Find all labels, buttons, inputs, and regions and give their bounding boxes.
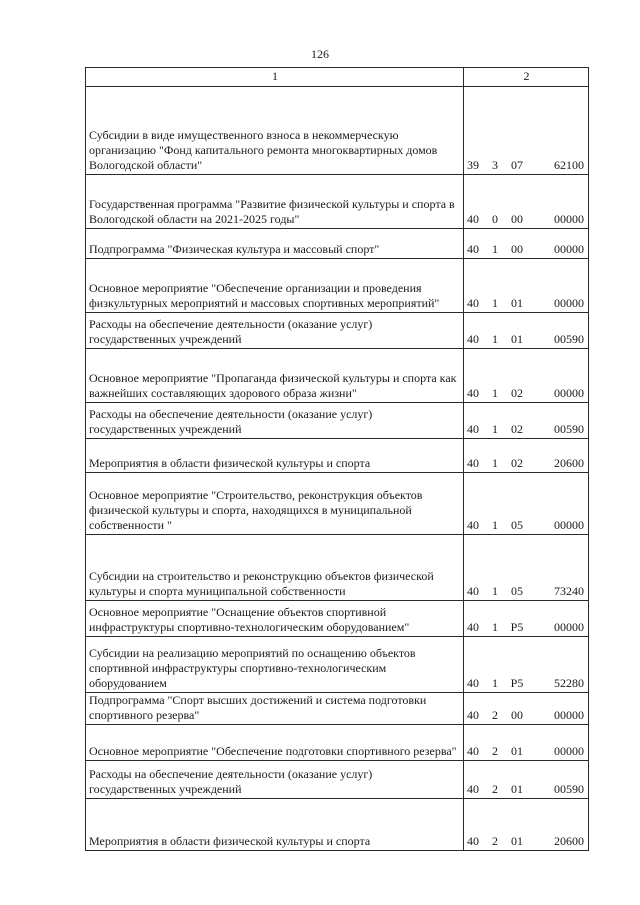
code-program: 40 bbox=[467, 212, 479, 226]
code-event: 01 bbox=[511, 332, 523, 346]
code-subprogram: 1 bbox=[492, 456, 498, 470]
code-subprogram: 1 bbox=[492, 332, 498, 346]
code-event: P5 bbox=[510, 676, 524, 690]
code-subprogram: 2 bbox=[492, 782, 498, 796]
code-subprogram: 1 bbox=[492, 676, 498, 690]
table-row bbox=[86, 259, 589, 313]
row-code bbox=[464, 439, 589, 473]
header-col-2: 2 bbox=[464, 68, 589, 87]
row-code bbox=[464, 229, 589, 259]
classification-code bbox=[467, 386, 586, 401]
code-event: 01 bbox=[511, 296, 523, 310]
classification-code bbox=[467, 158, 586, 173]
classification-code bbox=[467, 242, 586, 257]
row-name: Субсидии на строительство и реконструкцию объектов физической культуры и спорта муниципальной собственности bbox=[86, 535, 464, 601]
row-name: Основное мероприятие "Обеспечение организации и проведения физкультурных мероприятий и массовых спортивных мероприятий" bbox=[86, 259, 464, 313]
code-event: 00 bbox=[511, 708, 523, 722]
table-row bbox=[86, 439, 589, 473]
code-event: 07 bbox=[511, 158, 523, 172]
row-name: Государственная программа "Развитие физической культуры и спорта в Вологодской области на 2021-2025 годы" bbox=[86, 175, 464, 229]
classification-code bbox=[467, 620, 586, 635]
row-name: Расходы на обеспечение деятельности (оказание услуг) государственных учреждений bbox=[86, 313, 464, 349]
code-direction: 00000 bbox=[554, 620, 584, 634]
row-name: Основное мероприятие "Обеспечение подготовки спортивного резерва" bbox=[86, 725, 464, 761]
classification-code bbox=[467, 296, 586, 311]
table-row bbox=[86, 87, 589, 175]
classification-code bbox=[467, 422, 586, 437]
row-code bbox=[464, 403, 589, 439]
code-direction: 00000 bbox=[554, 242, 584, 256]
page-number: 126 bbox=[311, 47, 329, 61]
row-code bbox=[464, 725, 589, 761]
row-code bbox=[464, 313, 589, 349]
classification-code bbox=[467, 584, 586, 599]
code-event: 01 bbox=[511, 782, 523, 796]
table-row bbox=[86, 403, 589, 439]
code-direction: 73240 bbox=[554, 584, 584, 598]
table-row bbox=[86, 601, 589, 637]
code-subprogram: 0 bbox=[492, 212, 498, 226]
row-code bbox=[464, 601, 589, 637]
row-name: Расходы на обеспечение деятельности (оказание услуг) государственных учреждений bbox=[86, 403, 464, 439]
code-direction: 00000 bbox=[554, 518, 584, 532]
row-name: Основное мероприятие "Строительство, реконструкция объектов физической культуры и спорта, находящихся в муниципальной собственности " bbox=[86, 473, 464, 535]
table-row bbox=[86, 725, 589, 761]
code-program: 40 bbox=[467, 620, 479, 634]
code-program: 39 bbox=[467, 158, 479, 172]
classification-code bbox=[467, 744, 586, 759]
budget-table bbox=[85, 67, 589, 851]
code-direction: 00590 bbox=[554, 782, 584, 796]
row-name: Субсидии в виде имущественного взноса в некоммерческую организацию "Фонд капитального ремонта многоквартирных домов Вологодской области" bbox=[86, 87, 464, 175]
row-code bbox=[464, 473, 589, 535]
code-subprogram: 1 bbox=[492, 620, 498, 634]
classification-code bbox=[467, 212, 586, 227]
code-subprogram: 2 bbox=[492, 708, 498, 722]
code-event: 02 bbox=[511, 422, 523, 436]
code-subprogram: 1 bbox=[492, 518, 498, 532]
code-subprogram: 1 bbox=[492, 422, 498, 436]
code-program: 40 bbox=[467, 386, 479, 400]
classification-code bbox=[467, 782, 586, 797]
code-event: 00 bbox=[511, 212, 523, 226]
row-name: Мероприятия в области физической культуры и спорта bbox=[86, 439, 464, 473]
code-direction: 52280 bbox=[554, 676, 584, 690]
table-row bbox=[86, 535, 589, 601]
code-subprogram: 2 bbox=[492, 744, 498, 758]
code-program: 40 bbox=[467, 242, 479, 256]
row-code bbox=[464, 259, 589, 313]
header-col-1: 1 bbox=[86, 68, 464, 87]
row-name: Основное мероприятие "Пропаганда физической культуры и спорта как важнейших составляющих здорового образа жизни" bbox=[86, 349, 464, 403]
code-direction: 62100 bbox=[554, 158, 584, 172]
code-program: 40 bbox=[467, 744, 479, 758]
code-subprogram: 1 bbox=[492, 584, 498, 598]
code-program: 40 bbox=[467, 422, 479, 436]
code-subprogram: 1 bbox=[492, 386, 498, 400]
table-header-row bbox=[86, 68, 589, 87]
row-code bbox=[464, 175, 589, 229]
code-subprogram: 1 bbox=[492, 242, 498, 256]
code-program: 40 bbox=[467, 518, 479, 532]
code-subprogram: 2 bbox=[492, 834, 498, 848]
classification-code bbox=[467, 708, 586, 723]
code-event: 05 bbox=[511, 584, 523, 598]
code-event: 02 bbox=[511, 456, 523, 470]
code-event: P5 bbox=[510, 620, 524, 634]
table-row bbox=[86, 313, 589, 349]
code-program: 40 bbox=[467, 676, 479, 690]
code-event: 01 bbox=[511, 744, 523, 758]
row-code bbox=[464, 349, 589, 403]
row-name: Основное мероприятие "Оснащение объектов спортивной инфраструктуры спортивно-технологическим оборудованием" bbox=[86, 601, 464, 637]
code-direction: 00000 bbox=[554, 296, 584, 310]
classification-code bbox=[467, 518, 586, 533]
row-code bbox=[464, 693, 589, 725]
code-direction: 00000 bbox=[554, 212, 584, 226]
code-program: 40 bbox=[467, 296, 479, 310]
code-direction: 20600 bbox=[554, 834, 584, 848]
code-direction: 00000 bbox=[554, 386, 584, 400]
row-code bbox=[464, 799, 589, 851]
row-name: Расходы на обеспечение деятельности (оказание услуг) государственных учреждений bbox=[86, 761, 464, 799]
code-direction: 00590 bbox=[554, 422, 584, 436]
code-program: 40 bbox=[467, 782, 479, 796]
table-row bbox=[86, 349, 589, 403]
row-name: Подпрограмма "Спорт высших достижений и система подготовки спортивного резерва" bbox=[86, 693, 464, 725]
table-row bbox=[86, 175, 589, 229]
code-program: 40 bbox=[467, 584, 479, 598]
code-direction: 00590 bbox=[554, 332, 584, 346]
table-row bbox=[86, 761, 589, 799]
table-row bbox=[86, 637, 589, 693]
table-row bbox=[86, 473, 589, 535]
row-code bbox=[464, 761, 589, 799]
code-program: 40 bbox=[467, 456, 479, 470]
code-program: 40 bbox=[467, 708, 479, 722]
code-event: 02 bbox=[511, 386, 523, 400]
row-code bbox=[464, 535, 589, 601]
classification-code bbox=[467, 456, 586, 471]
code-direction: 20600 bbox=[554, 456, 584, 470]
row-name: Подпрограмма "Физическая культура и массовый спорт" bbox=[86, 229, 464, 259]
row-name: Субсидии на реализацию мероприятий по оснащению объектов спортивной инфраструктуры спортивно-технологическим оборудованием bbox=[86, 637, 464, 693]
classification-code bbox=[467, 834, 586, 849]
classification-code bbox=[467, 332, 586, 347]
code-event: 05 bbox=[511, 518, 523, 532]
row-code bbox=[464, 637, 589, 693]
table-row bbox=[86, 693, 589, 725]
code-event: 00 bbox=[511, 242, 523, 256]
code-subprogram: 1 bbox=[492, 296, 498, 310]
row-code bbox=[464, 87, 589, 175]
classification-code bbox=[467, 676, 586, 691]
row-name: Мероприятия в области физической культуры и спорта bbox=[86, 799, 464, 851]
code-direction: 00000 bbox=[554, 708, 584, 722]
code-direction: 00000 bbox=[554, 744, 584, 758]
table-row bbox=[86, 799, 589, 851]
table-row bbox=[86, 229, 589, 259]
code-event: 01 bbox=[511, 834, 523, 848]
code-subprogram: 3 bbox=[492, 158, 498, 172]
code-program: 40 bbox=[467, 332, 479, 346]
code-program: 40 bbox=[467, 834, 479, 848]
